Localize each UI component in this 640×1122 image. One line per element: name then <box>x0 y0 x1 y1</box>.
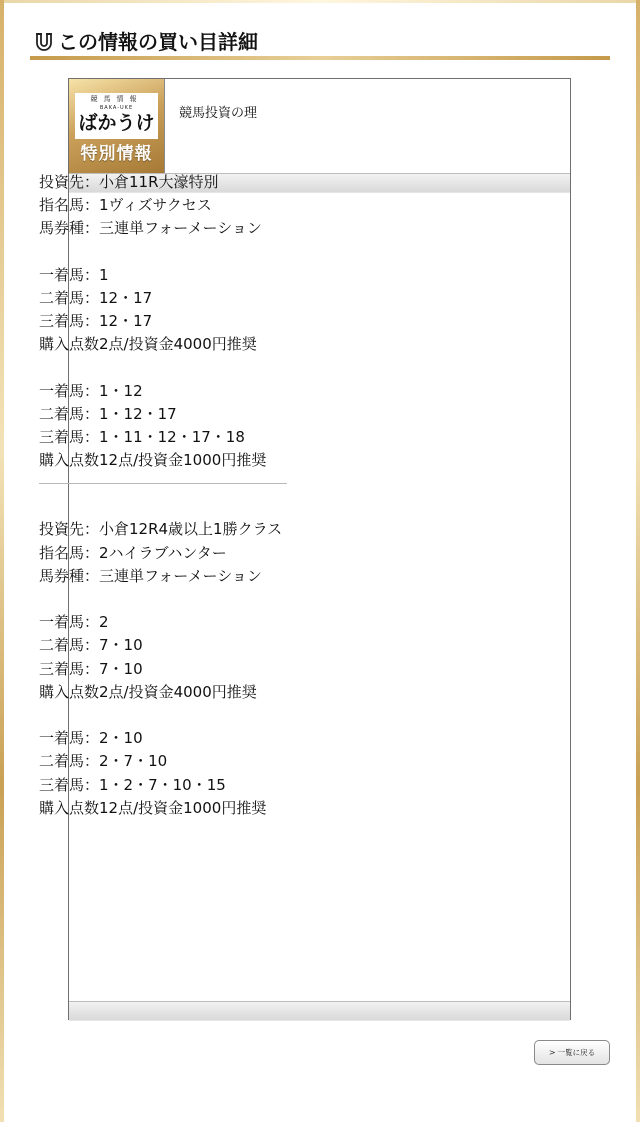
card-band-bottom <box>69 1001 570 1021</box>
card-title: 競馬投資の理 <box>179 106 258 121</box>
page-header <box>30 26 610 60</box>
bet-line: 二着馬：2・7・10 <box>39 752 168 771</box>
line-gap <box>39 588 479 611</box>
bet-line: 馬券種：三連単フォーメーション <box>39 219 262 238</box>
bet-line: 一着馬：2 <box>39 613 109 632</box>
page-title: この情報の買い目詳細 <box>58 30 258 54</box>
line-gap <box>39 357 479 380</box>
logo-brand: ばかうけ <box>78 112 155 134</box>
card-header <box>69 79 570 173</box>
left-edge-decoration <box>0 0 4 1122</box>
logo-small-text: 競馬情報 <box>90 95 143 103</box>
bet-line: 購入点数2点/投資金4000円推奨 <box>39 682 257 701</box>
back-button-label: 一覧に戻る <box>557 1047 596 1057</box>
chevron-right-icon: > <box>548 1047 556 1057</box>
line-gap <box>39 704 479 727</box>
bet-section-2 <box>39 518 479 819</box>
bet-line: 投資先：小倉11R大濠特別 <box>39 173 219 191</box>
bet-line: 三着馬：1・2・7・10・15 <box>39 775 226 794</box>
back-to-list-button[interactable] <box>534 1040 610 1065</box>
bet-line: 指名馬：2ハイラブハンター <box>39 543 227 562</box>
right-edge-decoration <box>636 0 640 1122</box>
bet-line: 購入点数2点/投資金4000円推奨 <box>39 335 257 354</box>
header-rule <box>30 56 610 60</box>
bet-line: 二着馬：1・12・17 <box>39 404 177 423</box>
logo-special-label: 特別情報 <box>80 144 153 164</box>
header-divider <box>164 79 165 173</box>
bet-line: 指名馬：1ヴィズサクセス <box>39 196 212 215</box>
top-edge-decoration <box>0 0 640 3</box>
bakauke-logo <box>69 79 164 173</box>
bet-line: 一着馬：1 <box>39 265 109 284</box>
bet-line: 一着馬：2・10 <box>39 729 143 748</box>
line-gap <box>39 241 479 264</box>
horseshoe-icon <box>35 32 53 52</box>
logo-tiny-text: BAKA-UKE <box>99 105 134 111</box>
bet-line: 三着馬：12・17 <box>39 312 153 331</box>
section-separator <box>39 483 287 484</box>
bet-line: 購入点数12点/投資金1000円推奨 <box>39 451 267 470</box>
card-content <box>39 171 479 820</box>
bet-line: 購入点数12点/投資金1000円推奨 <box>39 798 267 817</box>
bet-section-1 <box>39 171 479 472</box>
bet-line: 馬券種：三連単フォーメーション <box>39 566 262 585</box>
bet-line: 三着馬：7・10 <box>39 659 143 678</box>
bet-line: 投資先：小倉12R4歳以上1勝クラス <box>39 520 283 539</box>
bet-line: 一着馬：1・12 <box>39 381 143 400</box>
bet-line: 二着馬：12・17 <box>39 288 153 307</box>
bet-line: 二着馬：7・10 <box>39 636 143 655</box>
bet-line: 三着馬：1・11・12・17・18 <box>39 428 245 447</box>
